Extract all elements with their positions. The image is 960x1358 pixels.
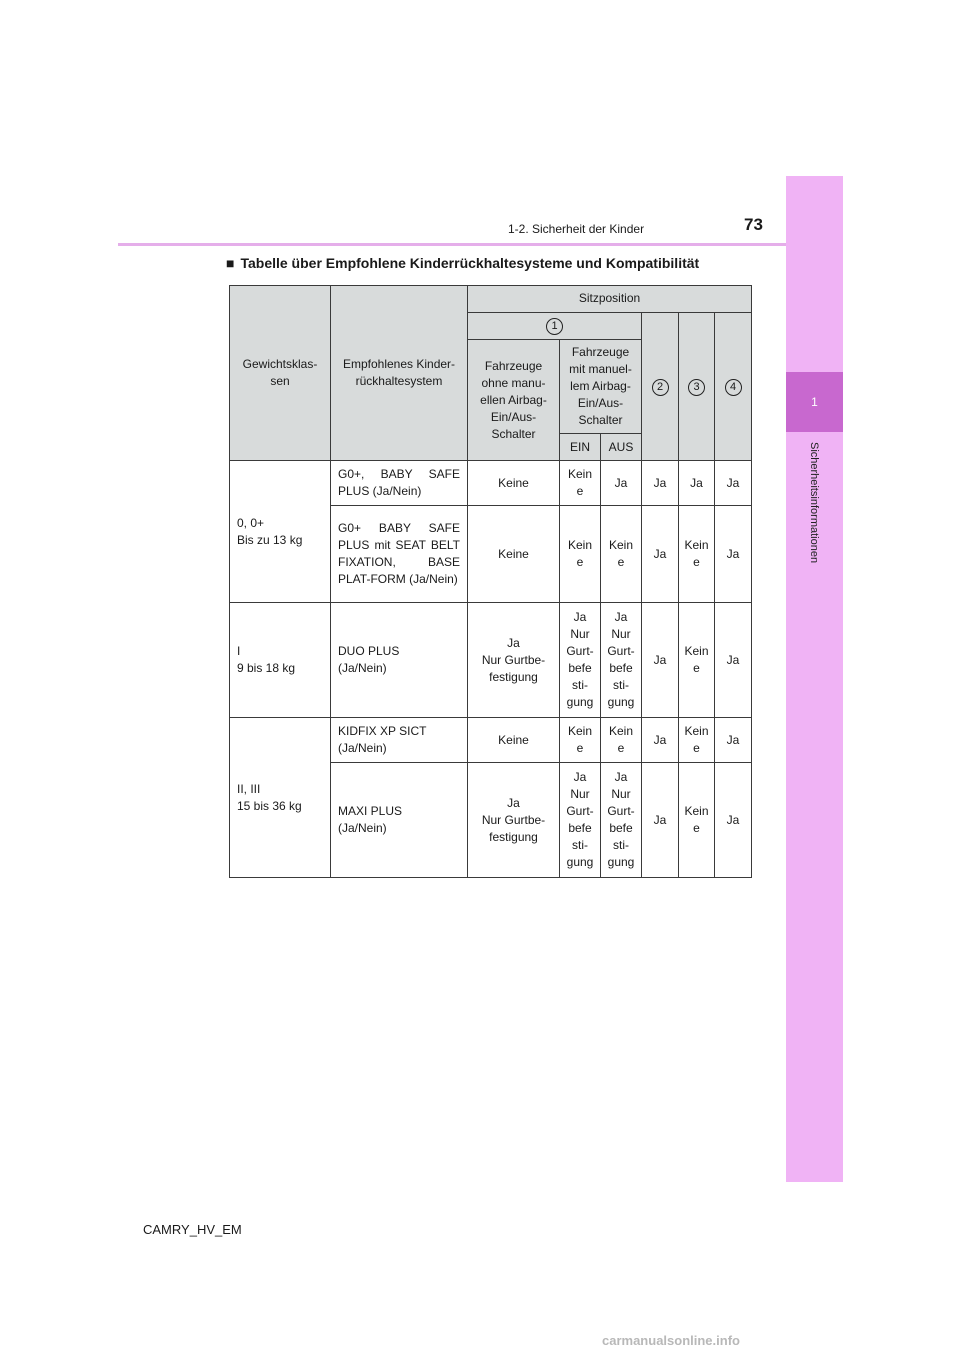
table-row [230, 718, 752, 763]
table-row [230, 603, 752, 718]
no-switch-cell: Keine [468, 506, 560, 603]
position-3-cell: Kein e [679, 506, 715, 603]
model-code: CAMRY_HV_EM [143, 1222, 242, 1237]
header-with-switch: Fahrzeuge mit manuel- lem Airbag- Ein/Aus- Schalter [560, 340, 642, 434]
header-off: AUS [601, 434, 642, 461]
chapter-side-tab [786, 176, 843, 1182]
position-3-badge: 3 [688, 379, 705, 396]
position-2-cell: Ja [642, 603, 679, 718]
no-switch-cell: Keine [468, 718, 560, 763]
system-cell: KIDFIX XP SICT (Ja/Nein) [331, 718, 468, 763]
position-2-cell: Ja [642, 461, 679, 506]
switch-off-cell: Ja [601, 461, 642, 506]
position-2-cell: Ja [642, 763, 679, 878]
weight-class-cell: 0, 0+ Bis zu 13 kg [230, 461, 331, 603]
compatibility-table [229, 285, 752, 878]
weight-class-cell: I 9 bis 18 kg [230, 603, 331, 718]
position-3-cell: Ja [679, 461, 715, 506]
position-4-cell: Ja [715, 506, 752, 603]
position-4-badge: 4 [725, 379, 742, 396]
system-cell: G0+ BABY SAFE PLUS mit SEAT BELT FIXATION, BASE PLAT-FORM (Ja/Nein) [331, 506, 468, 603]
watermark: carmanualsonline.info [602, 1333, 740, 1348]
position-3-cell: Kein e [679, 603, 715, 718]
no-switch-cell: Keine [468, 461, 560, 506]
system-cell: G0+, BABY SAFE PLUS (Ja/Nein) [331, 461, 468, 506]
position-3-cell: Kein e [679, 718, 715, 763]
header-position-3 [679, 313, 715, 461]
switch-off-cell: Kein e [601, 718, 642, 763]
position-4-cell: Ja [715, 461, 752, 506]
header-recommended-system: Empfohlenes Kinder- rückhaltesystem [331, 286, 468, 461]
switch-off-cell: Ja Nur Gurt- befe sti- gung [601, 763, 642, 878]
position-4-cell: Ja [715, 603, 752, 718]
square-bullet-icon: ■ [226, 255, 235, 271]
header-position-4 [715, 313, 752, 461]
section-header: 1-2. Sicherheit der Kinder [508, 222, 645, 236]
chapter-tab-label: Sicherheitsinformationen [808, 442, 820, 564]
switch-on-cell: Kein e [560, 506, 601, 603]
switch-on-cell: Kein e [560, 461, 601, 506]
no-switch-cell: Ja Nur Gurtbe- festigung [468, 603, 560, 718]
no-switch-cell: Ja Nur Gurtbe- festigung [468, 763, 560, 878]
position-2-cell: Ja [642, 718, 679, 763]
header-seat-position: Sitzposition [468, 286, 752, 313]
system-cell: MAXI PLUS (Ja/Nein) [331, 763, 468, 878]
header-without-switch: Fahrzeuge ohne manu- ellen Airbag- Ein/Aus- Schalter [468, 340, 560, 461]
header-divider [118, 243, 786, 246]
header-weight-class: Gewichtsklas- sen [230, 286, 331, 461]
table-row [230, 461, 752, 506]
switch-on-cell: Ja Nur Gurt- befe sti- gung [560, 763, 601, 878]
position-4-cell: Ja [715, 718, 752, 763]
position-1-badge: 1 [546, 318, 563, 335]
system-cell: DUO PLUS (Ja/Nein) [331, 603, 468, 718]
header-on: EIN [560, 434, 601, 461]
header-position-2 [642, 313, 679, 461]
position-2-badge: 2 [652, 379, 669, 396]
position-2-cell: Ja [642, 506, 679, 603]
section-title [226, 255, 699, 271]
page-number: 73 [744, 215, 763, 234]
switch-off-cell: Ja Nur Gurt- befe sti- gung [601, 603, 642, 718]
section-title-text: Tabelle über Empfohlene Kinderrückhaltesysteme und Kompatibilität [240, 255, 700, 271]
switch-on-cell: Ja Nur Gurt- befe sti- gung [560, 603, 601, 718]
chapter-tab-number[interactable]: 1 [786, 372, 843, 432]
switch-on-cell: Kein e [560, 718, 601, 763]
switch-off-cell: Kein e [601, 506, 642, 603]
position-3-cell: Kein e [679, 763, 715, 878]
header-position-1 [468, 313, 642, 340]
position-4-cell: Ja [715, 763, 752, 878]
weight-class-cell: II, III 15 bis 36 kg [230, 718, 331, 878]
